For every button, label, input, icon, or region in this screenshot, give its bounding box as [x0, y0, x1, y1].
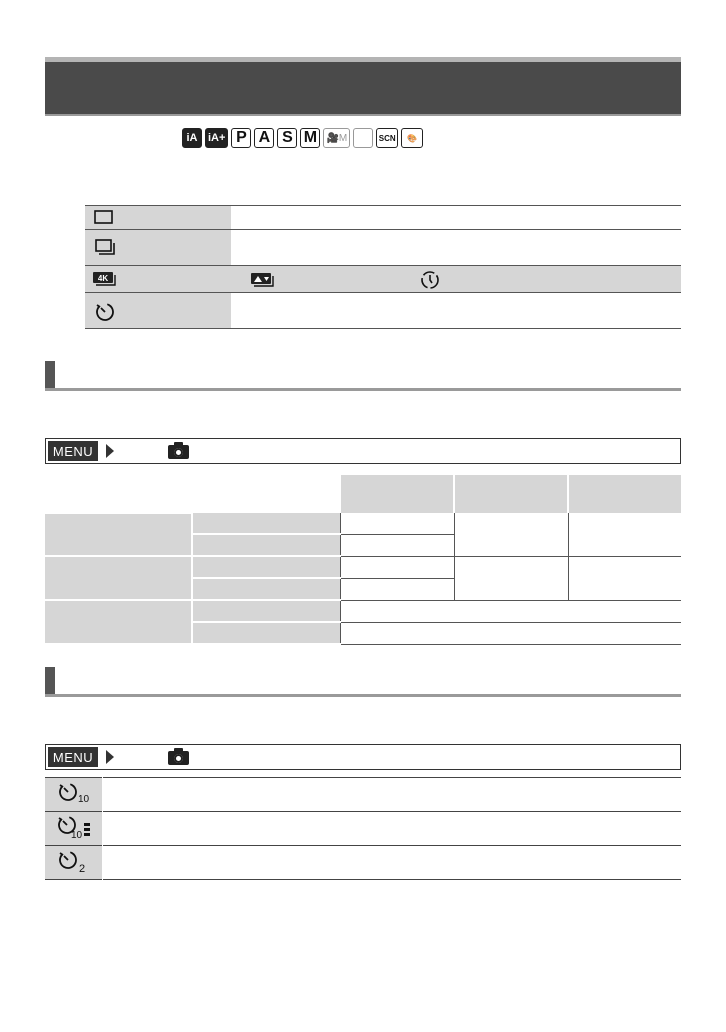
- timer-option-text: [103, 778, 682, 812]
- row-sublabel: [192, 622, 340, 644]
- table-cell: [340, 622, 681, 644]
- table-corner: [45, 475, 340, 513]
- table-cell: [340, 556, 454, 578]
- drive-single-cell: [85, 206, 231, 230]
- table-cell: [454, 513, 568, 556]
- panorama-icon: [353, 128, 373, 148]
- svg-text:10: 10: [77, 794, 89, 805]
- row-label: [45, 556, 192, 600]
- header-underline: [45, 114, 681, 116]
- svg-text:10: 10: [70, 830, 82, 840]
- drive-burst-cell: [85, 230, 231, 266]
- single-icon: [85, 208, 125, 226]
- camera-icon: [168, 751, 189, 765]
- table-cell: [454, 556, 568, 600]
- timer-option-icon-cell: [45, 778, 103, 812]
- svg-text:2: 2: [78, 863, 85, 874]
- svg-text:4K: 4K: [97, 274, 109, 283]
- table-header: [568, 475, 681, 513]
- time-lapse-icon: [418, 269, 442, 291]
- intelligent-auto-plus-icon: iA+: [205, 128, 228, 148]
- 4k-photo-icon: [85, 269, 125, 289]
- arrow-icon: [106, 750, 114, 764]
- drive-burst-desc: [231, 230, 681, 266]
- self-timer-10s-3-images-icon: [51, 812, 97, 840]
- table-cell: [340, 513, 454, 534]
- row-sublabel: [192, 578, 340, 600]
- timer-option-icon-cell: [45, 846, 103, 880]
- post-focus-icon: [245, 270, 285, 290]
- self-timer-10s-icon: [51, 778, 97, 806]
- camera-icon: [168, 445, 189, 459]
- self-timer-options-table: [45, 777, 681, 880]
- burst-section-heading: [45, 361, 681, 391]
- scene-guide-icon: SCN: [376, 128, 398, 148]
- table-cell: [568, 556, 681, 600]
- program-ae-icon: P: [231, 128, 251, 148]
- self-timer-section-heading: [45, 667, 681, 697]
- table-cell: [568, 513, 681, 556]
- drive-self-timer-cell: [85, 293, 231, 329]
- drive-mode-table: [85, 205, 681, 329]
- intelligent-auto-icon: iA: [182, 128, 202, 148]
- menu-path-bar: [45, 438, 681, 464]
- menu-path-bar: [45, 744, 681, 770]
- page-header-bar: [45, 57, 681, 114]
- self-timer-2s-icon: [51, 846, 97, 874]
- timer-option-text: [103, 812, 682, 846]
- burst-icon: [85, 236, 125, 260]
- table-header: [340, 475, 454, 513]
- menu-button-icon: MENU: [48, 441, 98, 461]
- creative-video-icon: 🎥M: [323, 128, 350, 148]
- table-cell: [340, 578, 454, 600]
- burst-rate-table: [45, 475, 681, 645]
- recording-mode-icons: [182, 127, 423, 149]
- table-cell: [340, 600, 681, 622]
- table-header: [454, 475, 568, 513]
- creative-control-icon: 🎨: [401, 128, 423, 148]
- shutter-priority-icon: S: [277, 128, 297, 148]
- drive-self-timer-desc: [231, 293, 681, 329]
- timer-option-icon-cell: [45, 812, 103, 846]
- timer-option-text: [103, 846, 682, 880]
- row-sublabel: [192, 534, 340, 556]
- manual-exposure-icon: M: [300, 128, 320, 148]
- aperture-priority-icon: A: [254, 128, 274, 148]
- menu-button-icon: MENU: [48, 747, 98, 767]
- drive-4k-row: [85, 266, 681, 293]
- row-sublabel: [192, 600, 340, 622]
- row-label: [45, 600, 192, 644]
- row-label: [45, 513, 192, 556]
- self-timer-icon: [85, 298, 125, 324]
- row-sublabel: [192, 513, 340, 534]
- row-sublabel: [192, 556, 340, 578]
- arrow-icon: [106, 444, 114, 458]
- table-cell: [340, 534, 454, 556]
- drive-single-desc: [231, 206, 681, 230]
